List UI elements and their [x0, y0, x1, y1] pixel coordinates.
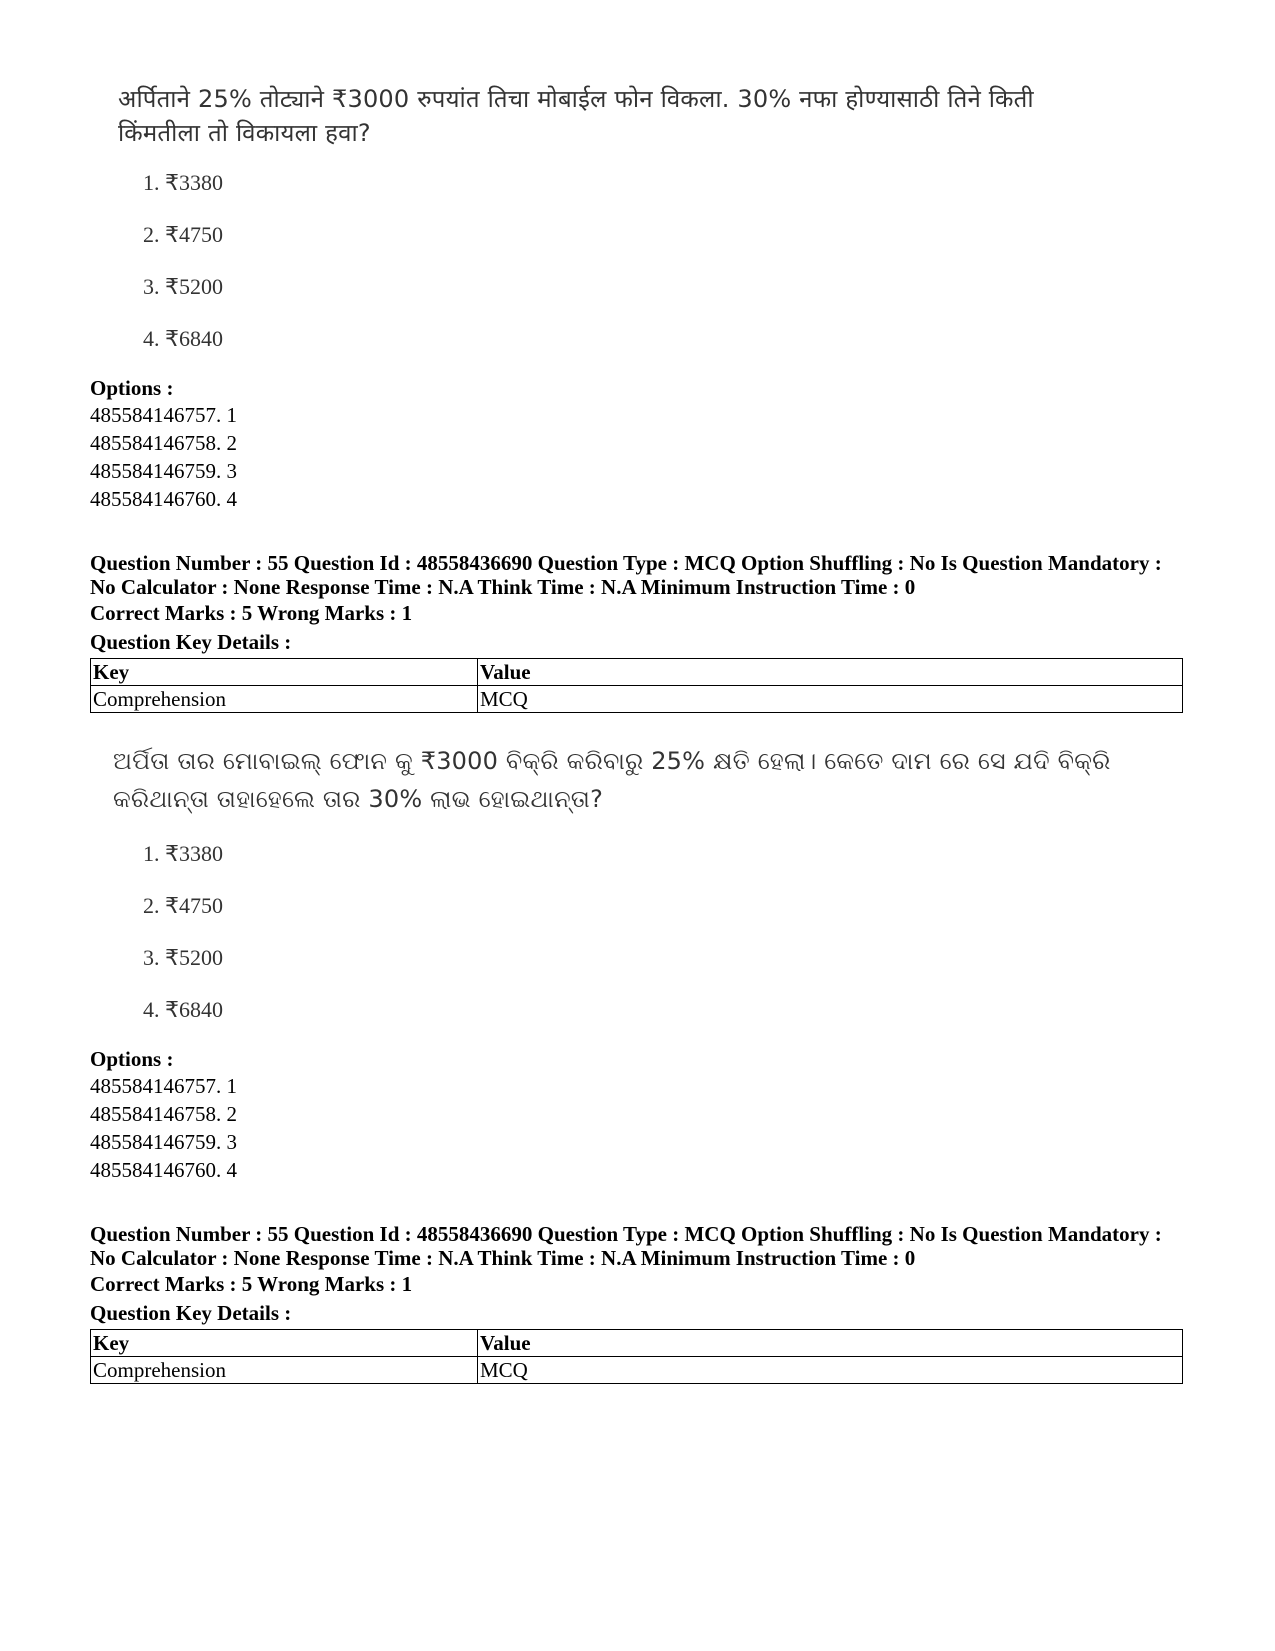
- table-header-value: Value: [478, 1330, 1183, 1357]
- choice-4: 4. ₹6840: [143, 326, 223, 351]
- choice-3: 3. ₹5200: [143, 274, 223, 299]
- question-text-marathi: अर्पिताने 25% तोट्याने ₹3000 रुपयांत तिचा मोबाईल फोन विकला. 30% नफा होण्यासाठी तिने किती किंमतीला तो विकायला हवा?: [118, 85, 1034, 147]
- table-header-value: Value: [478, 659, 1183, 686]
- table-row: [91, 686, 1183, 713]
- question-meta: Question Number : 55 Question Id : 48558436690 Question Type : MCQ Option Shuffling : No Is Question Mandatory : No Calculator : None Response Time : N.A Think Time : N.A Minimum Instruction Time : 0: [90, 1222, 1162, 1270]
- choice-2: 2. ₹4750: [143, 222, 223, 247]
- marks-line: Correct Marks : 5 Wrong Marks : 1: [90, 601, 413, 625]
- option-id-3: 485584146759. 3: [90, 459, 237, 483]
- choice-1: 1. ₹3380: [143, 170, 223, 195]
- options-heading: Options :: [90, 376, 174, 400]
- option-id-4: 485584146760. 4: [90, 1158, 237, 1182]
- key-details-table: [90, 658, 1183, 713]
- option-id-2: 485584146758. 2: [90, 1102, 237, 1126]
- table-header-row: [91, 659, 1183, 686]
- choice-4: 4. ₹6840: [143, 997, 223, 1022]
- question-meta: Question Number : 55 Question Id : 48558436690 Question Type : MCQ Option Shuffling : No Is Question Mandatory : No Calculator : None Response Time : N.A Think Time : N.A Minimum Instruction Time : 0: [90, 551, 1162, 599]
- options-heading: Options :: [90, 1047, 174, 1071]
- option-id-2: 485584146758. 2: [90, 431, 237, 455]
- choice-3: 3. ₹5200: [143, 945, 223, 970]
- table-cell-value: MCQ: [478, 1357, 1183, 1384]
- marks-line: Correct Marks : 5 Wrong Marks : 1: [90, 1272, 413, 1296]
- table-header-row: [91, 1330, 1183, 1357]
- option-id-1: 485584146757. 1: [90, 1074, 237, 1098]
- table-cell-key: Comprehension: [91, 1357, 478, 1384]
- table-row: [91, 1357, 1183, 1384]
- choice-1: 1. ₹3380: [143, 841, 223, 866]
- table-cell-value: MCQ: [478, 686, 1183, 713]
- choice-2: 2. ₹4750: [143, 893, 223, 918]
- key-details-heading: Question Key Details :: [90, 1301, 292, 1325]
- key-details-heading: Question Key Details :: [90, 630, 292, 654]
- option-id-4: 485584146760. 4: [90, 487, 237, 511]
- table-cell-key: Comprehension: [91, 686, 478, 713]
- question-text-odia: ଅର୍ପିତା ତାର ମୋବାଇଲ୍ ଫୋନ କୁ ₹3000 ବିକ୍ରି କରିବାରୁ 25% କ୍ଷତି ହେଲା। କେତେ ଦାମ ରେ ସେ ଯଦି ବିକ୍ରି କରିଥାନ୍ତା ତାହାହେଲେ ତାର 30% ଲାଭ ହୋଇଥାନ୍ତା?: [113, 747, 1111, 813]
- key-details-table: [90, 1329, 1183, 1384]
- option-id-1: 485584146757. 1: [90, 403, 237, 427]
- table-header-key: Key: [91, 659, 478, 686]
- table-header-key: Key: [91, 1330, 478, 1357]
- option-id-3: 485584146759. 3: [90, 1130, 237, 1154]
